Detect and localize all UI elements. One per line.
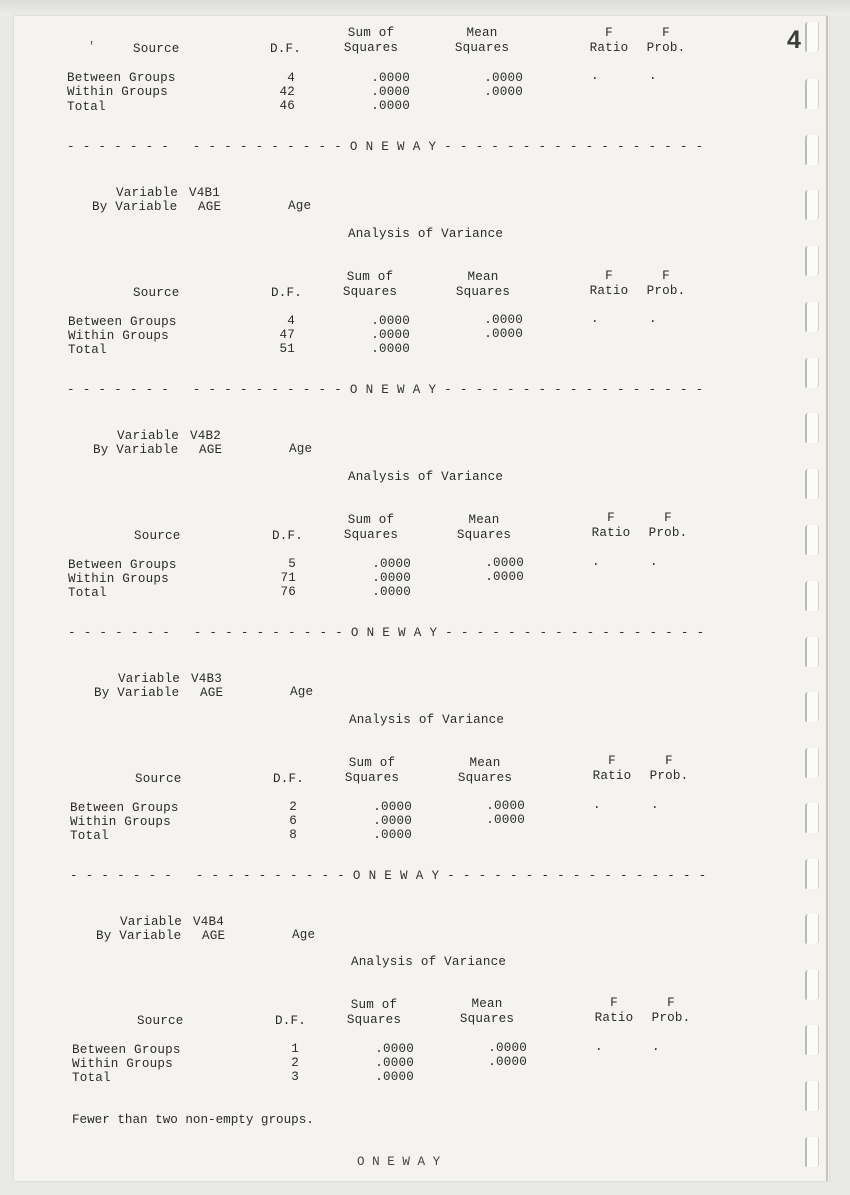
col-header-df: D.F.	[273, 772, 305, 786]
col-header-ss-2: Squares	[346, 1013, 402, 1027]
col-header-fprob-1: F	[662, 26, 670, 40]
row-df: 46	[279, 99, 295, 113]
binding-hole	[805, 692, 819, 722]
col-header-fratio-2: Ratio	[589, 284, 629, 298]
row-ss: .0000	[372, 557, 411, 571]
by-variable-name: AGE	[199, 443, 223, 457]
row-df: 1	[291, 1042, 299, 1056]
variable-label: Variable	[117, 429, 180, 443]
stray-mark: '	[88, 40, 96, 54]
row-df: 4	[287, 314, 295, 328]
col-header-source: Source	[135, 772, 182, 786]
col-header-fratio-2: Ratio	[594, 1011, 634, 1025]
row-f-ratio: .	[592, 555, 600, 569]
by-variable-description: Age	[290, 685, 314, 699]
col-header-ms-2: Squares	[456, 528, 512, 542]
col-header-fprob-1: F	[662, 269, 670, 283]
row-df: 4	[287, 71, 295, 85]
col-header-ms-1: Mean	[471, 997, 503, 1011]
row-ss: .0000	[371, 99, 410, 113]
row-df: 3	[291, 1070, 299, 1084]
col-header-fprob-2: Prob.	[646, 41, 686, 55]
col-header-ms-1: Mean	[468, 513, 500, 527]
col-header-source: Source	[137, 1014, 184, 1028]
row-ss: .0000	[371, 342, 410, 356]
col-header-ms-2: Squares	[454, 41, 510, 55]
row-ss: .0000	[371, 71, 410, 85]
col-header-df: D.F.	[270, 42, 302, 56]
col-header-fprob-2: Prob.	[651, 1011, 691, 1025]
variable-label: Variable	[116, 186, 179, 200]
row-f-prob: .	[649, 69, 657, 83]
row-df: 51	[279, 342, 295, 356]
row-f-ratio: .	[591, 312, 599, 326]
variable-name: V4B1	[189, 186, 221, 200]
row-ms: .0000	[488, 1055, 527, 1069]
col-header-df: D.F.	[272, 529, 304, 543]
binding-hole	[805, 525, 819, 555]
variable-label: Variable	[118, 672, 181, 686]
row-source: Between Groups	[67, 71, 176, 85]
row-f-prob: .	[651, 798, 659, 812]
binding-hole	[805, 637, 819, 667]
oneway-divider: - - - - - - - - - - - - - - - - - O N E W A Y - - - - - - - - - - - - - - - - -	[68, 626, 705, 640]
row-source: Total	[67, 100, 106, 114]
binding-hole	[805, 1137, 819, 1167]
row-ms: .0000	[484, 85, 523, 99]
col-header-ms-1: Mean	[469, 756, 501, 770]
row-ss: .0000	[371, 314, 410, 328]
col-header-fratio-1: F	[608, 754, 616, 768]
binding-hole	[805, 581, 819, 611]
row-df: 42	[279, 85, 295, 99]
row-source: Total	[68, 343, 107, 357]
by-variable-label: By Variable	[94, 686, 180, 700]
row-source: Between Groups	[68, 315, 177, 329]
row-df: 5	[288, 557, 296, 571]
row-source: Within Groups	[67, 85, 168, 99]
variable-name: V4B2	[190, 429, 222, 443]
variable-label: Variable	[120, 915, 183, 929]
row-df: 6	[289, 814, 297, 828]
by-variable-description: Age	[289, 442, 313, 456]
col-header-fprob-2: Prob.	[648, 526, 688, 540]
col-header-ms-2: Squares	[455, 285, 511, 299]
row-ss: .0000	[373, 814, 412, 828]
binding-hole	[805, 302, 819, 332]
row-source: Between Groups	[68, 558, 177, 572]
anova-title: Analysis of Variance	[351, 955, 507, 969]
by-variable-name: AGE	[198, 200, 222, 214]
oneway-divider: - - - - - - - - - - - - - - - - - O N E W A Y - - - - - - - - - - - - - - - - -	[67, 140, 704, 154]
row-df: 2	[291, 1056, 299, 1070]
row-ms: .0000	[484, 313, 523, 327]
row-f-prob: .	[649, 312, 657, 326]
row-ss: .0000	[373, 800, 412, 814]
row-ms: .0000	[484, 327, 523, 341]
binding-hole	[805, 1025, 819, 1055]
by-variable-description: Age	[292, 928, 316, 942]
col-header-ss-2: Squares	[343, 41, 399, 55]
row-ss: .0000	[372, 585, 411, 599]
col-header-fprob-1: F	[665, 754, 673, 768]
col-header-fprob-1: F	[664, 511, 672, 525]
col-header-fprob-2: Prob.	[649, 769, 689, 783]
by-variable-name: AGE	[202, 929, 226, 943]
col-header-fratio-1: F	[605, 269, 613, 283]
by-variable-name: AGE	[200, 686, 224, 700]
page-edge	[826, 16, 828, 1181]
row-ss: .0000	[371, 328, 410, 342]
col-header-ss-1: Sum of	[348, 756, 396, 770]
scan-background-top	[0, 0, 850, 16]
by-variable-label: By Variable	[93, 443, 179, 457]
col-header-df: D.F.	[271, 286, 303, 300]
row-source: Within Groups	[72, 1057, 173, 1071]
by-variable-label: By Variable	[92, 200, 178, 214]
row-ss: .0000	[375, 1056, 414, 1070]
row-f-ratio: .	[593, 798, 601, 812]
col-header-fratio-1: F	[610, 996, 618, 1010]
col-header-ss-1: Sum of	[347, 26, 395, 40]
row-ms: .0000	[485, 556, 524, 570]
anova-title: Analysis of Variance	[348, 227, 504, 241]
col-header-ss-1: Sum of	[346, 270, 394, 284]
variable-name: V4B3	[191, 672, 223, 686]
oneway-divider: - - - - - - - - - - - - - - - - - O N E W A Y - - - - - - - - - - - - - - - - -	[67, 383, 704, 397]
row-source: Within Groups	[68, 572, 169, 586]
variable-name: V4B4	[193, 915, 225, 929]
binding-hole	[805, 803, 819, 833]
by-variable-label: By Variable	[96, 929, 182, 943]
binding-hole	[805, 469, 819, 499]
row-ms: .0000	[486, 813, 525, 827]
col-header-fratio-2: Ratio	[592, 769, 632, 783]
row-ms: .0000	[484, 71, 523, 85]
binding-hole	[805, 748, 819, 778]
row-source: Total	[72, 1071, 111, 1085]
binding-hole	[805, 22, 819, 52]
col-header-df: D.F.	[275, 1014, 307, 1028]
row-f-prob: .	[652, 1040, 660, 1054]
anova-title: Analysis of Variance	[348, 470, 504, 484]
row-source: Within Groups	[70, 815, 171, 829]
col-header-source: Source	[133, 286, 180, 300]
oneway-divider: - - - - - - - - - - - - - - - - - O N E W A Y - - - - - - - - - - - - - - - - -	[70, 869, 707, 883]
col-header-fprob-1: F	[667, 996, 675, 1010]
binding-hole	[805, 859, 819, 889]
row-df: 2	[289, 800, 297, 814]
binding-hole	[805, 970, 819, 1000]
cut-off-oneway-heading	[357, 1153, 440, 1161]
row-f-ratio: .	[591, 69, 599, 83]
row-df: 71	[280, 571, 296, 585]
row-ms: .0000	[488, 1041, 527, 1055]
binding-hole	[805, 358, 819, 388]
row-source: Between Groups	[72, 1043, 181, 1057]
binding-hole	[805, 135, 819, 165]
row-f-prob: .	[650, 555, 658, 569]
col-header-fprob-2: Prob.	[646, 284, 686, 298]
col-header-ms-2: Squares	[459, 1012, 515, 1026]
col-header-fratio-2: Ratio	[589, 41, 629, 55]
col-header-ms-1: Mean	[466, 26, 498, 40]
row-df: 76	[280, 585, 296, 599]
col-header-ss-1: Sum of	[347, 513, 395, 527]
by-variable-description: Age	[288, 199, 312, 213]
row-ss: .0000	[375, 1070, 414, 1084]
binding-hole	[805, 413, 819, 443]
row-ms: .0000	[486, 799, 525, 813]
row-df: 8	[289, 828, 297, 842]
row-ss: .0000	[373, 828, 412, 842]
row-df: 47	[279, 328, 295, 342]
footer-note: Fewer than two non-empty groups.	[72, 1113, 314, 1127]
binding-hole	[805, 79, 819, 109]
col-header-ms-1: Mean	[467, 270, 499, 284]
row-f-ratio: .	[595, 1040, 603, 1054]
row-source: Total	[70, 829, 109, 843]
row-source: Between Groups	[70, 801, 179, 815]
col-header-fratio-1: F	[605, 26, 613, 40]
row-source: Within Groups	[68, 329, 169, 343]
row-ss: .0000	[375, 1042, 414, 1056]
col-header-source: Source	[134, 529, 181, 543]
row-ss: .0000	[371, 85, 410, 99]
row-source: Total	[68, 586, 107, 600]
row-ss: .0000	[372, 571, 411, 585]
col-header-fratio-2: Ratio	[591, 526, 631, 540]
col-header-ss-2: Squares	[342, 285, 398, 299]
binding-hole	[805, 914, 819, 944]
row-ms: .0000	[485, 570, 524, 584]
col-header-ss-2: Squares	[344, 771, 400, 785]
binding-hole	[805, 1081, 819, 1111]
col-header-source: Source	[133, 42, 180, 56]
binding-hole	[805, 190, 819, 220]
binding-hole	[805, 246, 819, 276]
col-header-ss-2: Squares	[343, 528, 399, 542]
page-number: 4	[787, 26, 801, 54]
anova-title: Analysis of Variance	[349, 713, 505, 727]
col-header-ss-1: Sum of	[350, 998, 398, 1012]
col-header-fratio-1: F	[607, 511, 615, 525]
col-header-ms-2: Squares	[457, 771, 513, 785]
